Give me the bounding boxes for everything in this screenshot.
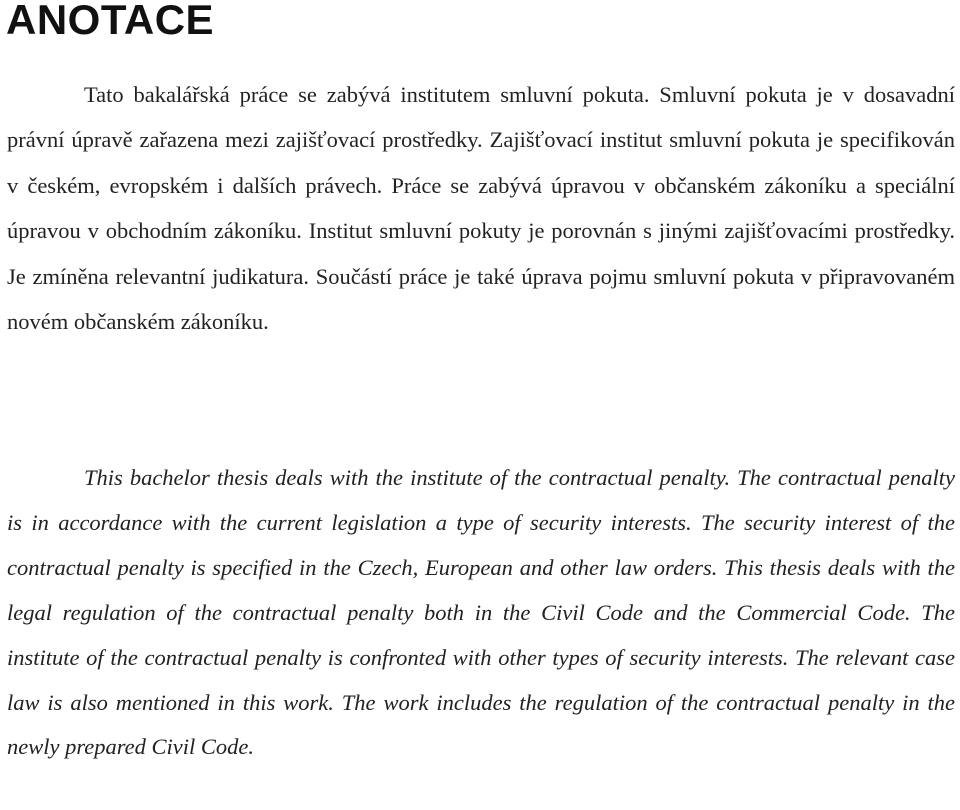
abstract-english: This bachelor thesis deals with the institute of the contractual penalty. The contractual penalty is in accordance with the current legislation a type of security interests. The security interest of the contractual penalty is specified in the Czech, European and other law orders. This thesis deals with the legal regulation of the contractual penalty both in the Civil Code and the Commercial Code. The institute of the contractual penalty is confronted with other types of security interests. The relevant case law is also mentioned in this work. The work includes the regulation of the contractual penalty in the newly prepared Civil Code. [7, 465, 955, 760]
abstract-czech: Tato bakalářská práce se zabývá institutem smluvní pokuta. Smluvní pokuta je v dosavadní právní úpravě zařazena mezi zajišťovací prostředky. Zajišťovací institut smluvní pokuta je specifikován v českém, evropském i dalších právech. Práce se zabývá úpravou v občanském zákoníku a speciální úpravou v obchodním zákoníku. Institut smluvní pokuty je porovnán s jinými zajišťovacími prostředky. Je zmíněna relevantní judikatura. Součástí práce je také úprava pojmu smluvní pokuta v připravovaném novém občanském zákoníku. [7, 82, 955, 335]
page-title: ANOTACE [6, 0, 215, 43]
